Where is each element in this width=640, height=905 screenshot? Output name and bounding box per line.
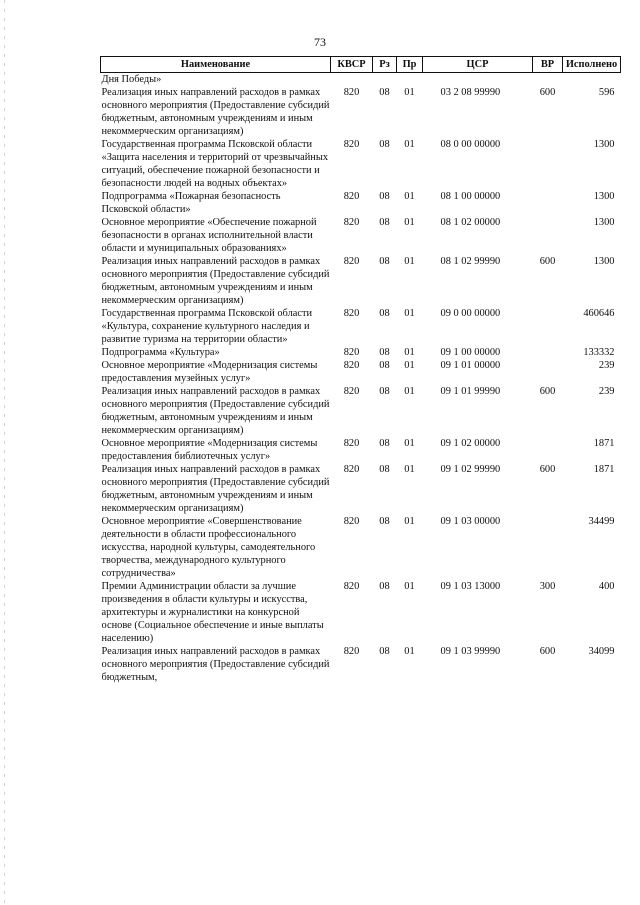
cell-pr: 01 [404,217,415,228]
cell-name: Премии Администрации области за лучшие произведения в области культуры и искусства, архитектуры и журналистики на конкурсной основе (Социальное обеспечение и иные выплаты населению) [101,581,324,644]
cell-done: 34099 [588,646,615,657]
cell-name: Государственная программа Псковской области «Культура, сохранение культурного наследия и развитие туризма на территории области» [101,308,313,345]
table-row [101,73,621,87]
cell-csr: 09 1 02 00000 [440,438,501,449]
cell-rz: 08 [379,516,390,527]
cell-pr: 01 [404,360,415,371]
cell-kvsr: 820 [343,581,360,592]
cell-rz: 08 [379,347,390,358]
cell-name: Дня Победы» [101,74,162,85]
cell-name: Реализация иных направлений расходов в рамках основного мероприятия (Предоставление субсидий бюджетным, автономным учреждениям и иным некоммерческим организациям) [101,256,330,306]
cell-vr: 600 [539,256,556,267]
cell-csr: 09 1 01 99990 [440,386,501,397]
header-csr: ЦСР [423,57,533,73]
cell-pr: 01 [404,438,415,449]
cell-done: 239 [598,386,615,397]
table-row [101,645,621,684]
cell-done: 1871 [593,464,615,475]
cell-done: 400 [598,581,615,592]
cell-rz: 08 [379,360,390,371]
cell-name: Реализация иных направлений расходов в рамках основного мероприятия (Предоставление субсидий бюджетным, автономным учреждениям и иным некоммерческим организациям) [101,386,330,436]
cell-pr: 01 [404,139,415,150]
cell-name: Основное мероприятие «Модернизация системы предоставления библиотечных услуг» [101,438,318,462]
cell-rz: 08 [379,581,390,592]
cell-pr: 01 [404,308,415,319]
cell-pr: 01 [404,646,415,657]
cell-vr [533,138,563,190]
cell-vr: 600 [539,464,556,475]
cell-name: Подпрограмма «Пожарная безопасность Псковской области» [101,191,281,215]
cell-csr: 08 1 00 00000 [440,191,501,202]
cell-kvsr: 820 [343,308,360,319]
cell-csr: 09 1 03 99990 [440,646,501,657]
table-row [101,138,621,190]
cell-pr: 01 [404,464,415,475]
header-rz: Рз [373,57,397,73]
cell-vr: 300 [539,581,556,592]
cell-rz: 08 [379,464,390,475]
cell-rz: 08 [379,139,390,150]
cell-vr [533,216,563,255]
cell-name: Основное мероприятие «Обеспечение пожарной безопасности в органах исполнительной власти области и муниципальных образованиях» [101,217,317,254]
cell-rz: 08 [379,646,390,657]
cell-vr [533,359,563,385]
cell-done: 34499 [588,516,615,527]
cell-done: 239 [598,360,615,371]
page-number: 73 [314,35,326,49]
table-row [101,307,621,346]
cell-pr: 01 [404,191,415,202]
cell-vr: 600 [539,646,556,657]
table-row [101,86,621,138]
cell-name: Реализация иных направлений расходов в рамках основного мероприятия (Предоставление субсидий бюджетным, [101,646,330,683]
cell-csr: 08 1 02 99990 [440,256,501,267]
cell-rz: 08 [379,256,390,267]
cell-name: Государственная программа Псковской области «Защита населения и территорий от чрезвычайных ситуаций, обеспечение пожарной безопасности и безопасности людей на водных объектах» [101,139,329,189]
cell-csr: 09 1 03 13000 [440,581,501,592]
cell-pr: 01 [404,87,415,98]
table-header-row [101,57,621,73]
cell-kvsr: 820 [343,256,360,267]
cell-done: 1871 [593,438,615,449]
cell-done: 1300 [593,139,615,150]
cell-rz: 08 [379,386,390,397]
table-body [101,73,621,685]
cell-rz [373,73,397,87]
cell-kvsr: 820 [343,386,360,397]
cell-csr: 09 1 01 00000 [440,360,501,371]
cell-csr: 09 1 03 00000 [440,516,501,527]
cell-name: Реализация иных направлений расходов в рамках основного мероприятия (Предоставление субсидий бюджетным, автономным учреждениям и иным некоммерческим организациям) [101,464,330,514]
cell-csr: 09 0 00 00000 [440,308,501,319]
cell-rz: 08 [379,87,390,98]
cell-kvsr: 820 [343,516,360,527]
header-kvsr: КВСР [331,57,373,73]
table-row [101,255,621,307]
table-row [101,346,621,359]
table-row [101,216,621,255]
cell-done: 460646 [583,308,615,319]
cell-kvsr: 820 [343,139,360,150]
cell-pr: 01 [404,347,415,358]
cell-csr: 08 0 00 00000 [440,139,501,150]
table-row [101,580,621,645]
cell-pr: 01 [404,256,415,267]
cell-csr: 09 1 02 99990 [440,464,501,475]
cell-pr: 01 [404,516,415,527]
cell-done: 133332 [583,347,615,358]
cell-kvsr: 820 [343,87,360,98]
cell-vr [533,346,563,359]
cell-vr: 600 [539,87,556,98]
cell-rz: 08 [379,191,390,202]
cell-done: 1300 [593,256,615,267]
cell-name: Подпрограмма «Культура» [101,347,220,358]
header-name: Наименование [101,57,331,73]
table-row [101,359,621,385]
cell-name: Основное мероприятие «Модернизация системы предоставления музейных услуг» [101,360,318,384]
cell-kvsr: 820 [343,464,360,475]
cell-vr [533,515,563,580]
cell-pr: 01 [404,581,415,592]
cell-vr [533,190,563,216]
cell-csr [423,73,533,87]
cell-vr [533,307,563,346]
cell-kvsr: 820 [343,646,360,657]
cell-csr: 08 1 02 00000 [440,217,501,228]
cell-pr: 01 [404,386,415,397]
cell-csr: 09 1 00 00000 [440,347,501,358]
table-row [101,515,621,580]
cell-kvsr: 820 [343,347,360,358]
cell-vr [533,73,563,87]
cell-csr: 03 2 08 99990 [440,87,501,98]
cell-kvsr: 820 [343,191,360,202]
cell-pr [397,73,423,87]
page-edge-mark [4,0,5,905]
cell-kvsr: 820 [343,217,360,228]
header-done: Исполнено [563,57,621,73]
cell-done: 596 [598,87,615,98]
cell-done: 1300 [593,191,615,202]
table-row [101,190,621,216]
cell-kvsr: 820 [343,438,360,449]
table-row [101,385,621,437]
cell-rz: 08 [379,217,390,228]
cell-rz: 08 [379,438,390,449]
table-row [101,463,621,515]
table-row [101,437,621,463]
expenditure-table [100,56,621,684]
cell-name: Реализация иных направлений расходов в рамках основного мероприятия (Предоставление субсидий бюджетным, автономным учреждениям и иным некоммерческим организациям) [101,87,330,137]
cell-name: Основное мероприятие «Совершенствование деятельности в области профессионального искусства, народной культуры, самодеятельного творчества, международного культурного сотрудничества» [101,516,316,579]
header-vr: ВР [533,57,563,73]
cell-rz: 08 [379,308,390,319]
cell-vr: 600 [539,386,556,397]
cell-done: 1300 [593,217,615,228]
cell-kvsr [331,73,373,87]
cell-done [563,73,621,87]
cell-vr [533,437,563,463]
cell-kvsr: 820 [343,360,360,371]
header-pr: Пр [397,57,423,73]
